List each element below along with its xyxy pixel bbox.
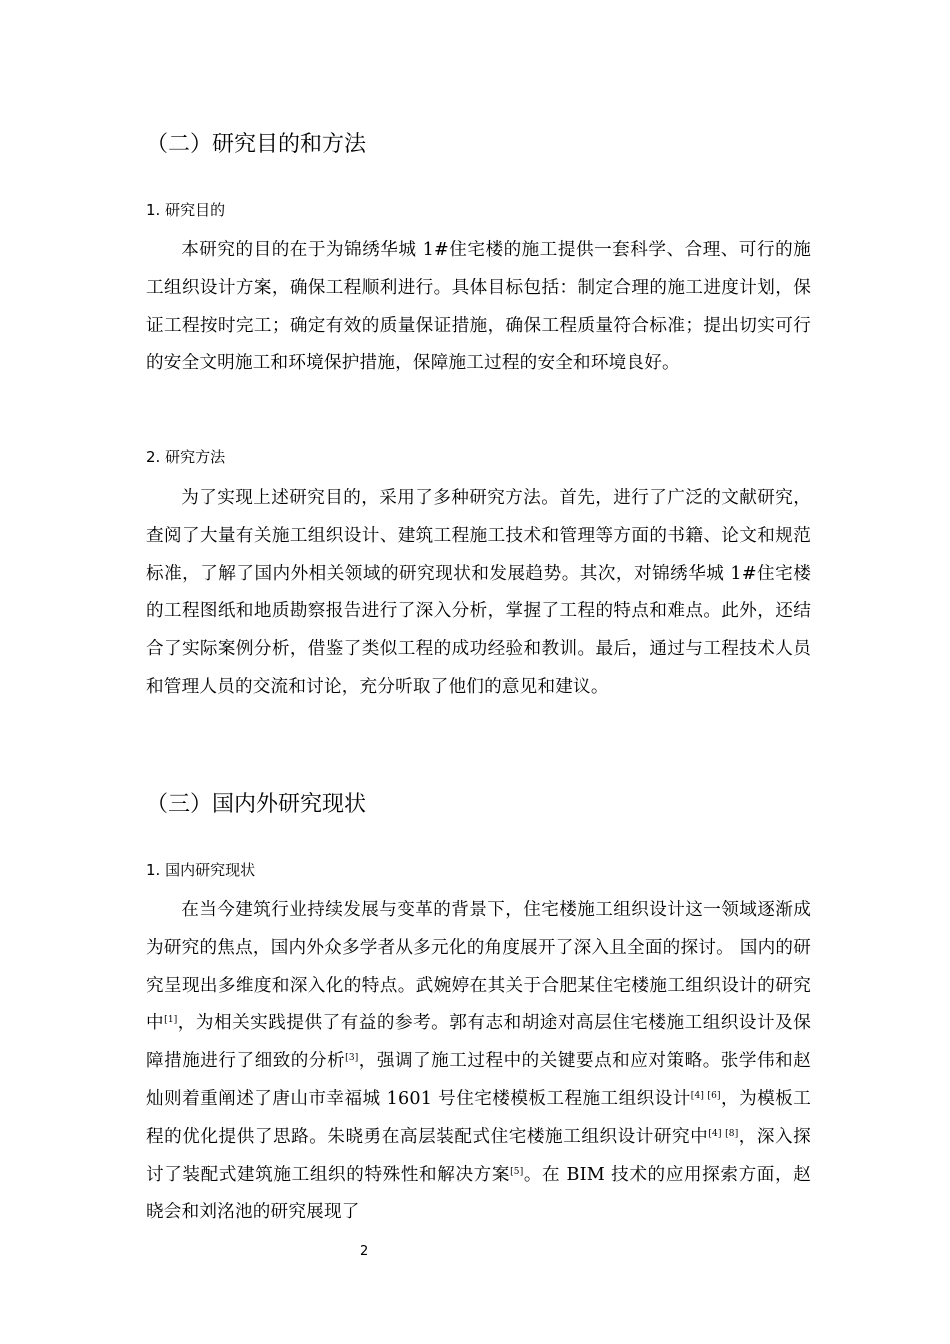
citation-superscript: [1] xyxy=(164,1015,178,1026)
paragraph-text-run: ，深入探讨了装配式建筑施工组织的特殊性和解决方案 xyxy=(146,1126,811,1185)
page-number: 2 xyxy=(360,1244,369,1259)
citation-superscript: [5] xyxy=(510,1166,524,1177)
paragraph-domestic-status xyxy=(146,892,811,1232)
paragraph-text-run: 。在 BIM 技术的应用探索方面，赵晓会和刘洺池的研究展现了 xyxy=(146,1164,811,1223)
paragraph-text-run: ，为模板工程的优化提供了思路。朱晓勇在高层装配式住宅楼施工组织设计研究中 xyxy=(146,1088,811,1147)
citation-superscript: [4] [6] xyxy=(690,1090,721,1101)
paragraph-research-purpose xyxy=(146,232,811,383)
citation-superscript: [3] xyxy=(345,1053,359,1064)
paragraph-research-methods xyxy=(146,480,811,707)
paragraph-text-run: ，为相关实践提供了有益的参考。郭有志和胡途对高层住宅楼施工组织设计及保障措施进行了细致的分析 xyxy=(146,1013,811,1072)
section-heading-research-status: （三）国内外研究现状 xyxy=(146,792,367,817)
paragraph-text-run: ，强调了施工过程中的关键要点和应对策略。张学伟和赵灿则着重阐述了唐山市幸福城 1601 号住宅楼模板工程施工组织设计 xyxy=(146,1051,811,1109)
subsection-heading-research-purpose: 1. 研究目的 xyxy=(146,201,226,219)
citation-superscript: [4] [8] xyxy=(708,1128,739,1139)
paragraph-text-run: 在当今建筑行业持续发展与变革的背景下，住宅楼施工组织设计这一领域逐渐成为研究的焦点，国内外众多学者从多元化的角度展开了深入且全面的探讨。 国内的研究呈现出多维度和深入化的特点。武婉婷在其关于合肥某住宅楼施工组织设计的研究中 xyxy=(146,900,811,1034)
subsection-heading-research-methods: 2. 研究方法 xyxy=(146,448,226,466)
paragraph-text-run: 为了实现上述研究目的，采用了多种研究方法。首先，进行了广泛的文献研究，查阅了大量有关施工组织设计、建筑工程施工技术和管理等方面的书籍、论文和规范标准，了解了国内外相关领域的研究现状和发展趋势。其次，对锦绣华城 1#住宅楼的工程图纸和地质勘察报告进行了深入分析，掌握了工程的特点和难点。此外，还结合了实际案例分析，借鉴了类似工程的成功经验和教训。最后，通过与工程技术人员和管理人员的交流和讨论，充分听取了他们的意见和建议。 xyxy=(146,488,811,697)
paragraph-text-run: 本研究的目的在于为锦绣华城 1#住宅楼的施工提供一套科学、合理、可行的施工组织设计方案，确保工程顺利进行。具体目标包括：制定合理的施工进度计划，保证工程按时完工；确定有效的质量保证措施，确保工程质量符合标准；提出切实可行的安全文明施工和环境保护措施，保障施工过程的安全和环境良好。 xyxy=(146,240,811,374)
section-heading-research-purpose-methods: （二）研究目的和方法 xyxy=(146,132,367,157)
subsection-heading-domestic-status: 1. 国内研究现状 xyxy=(146,861,256,879)
